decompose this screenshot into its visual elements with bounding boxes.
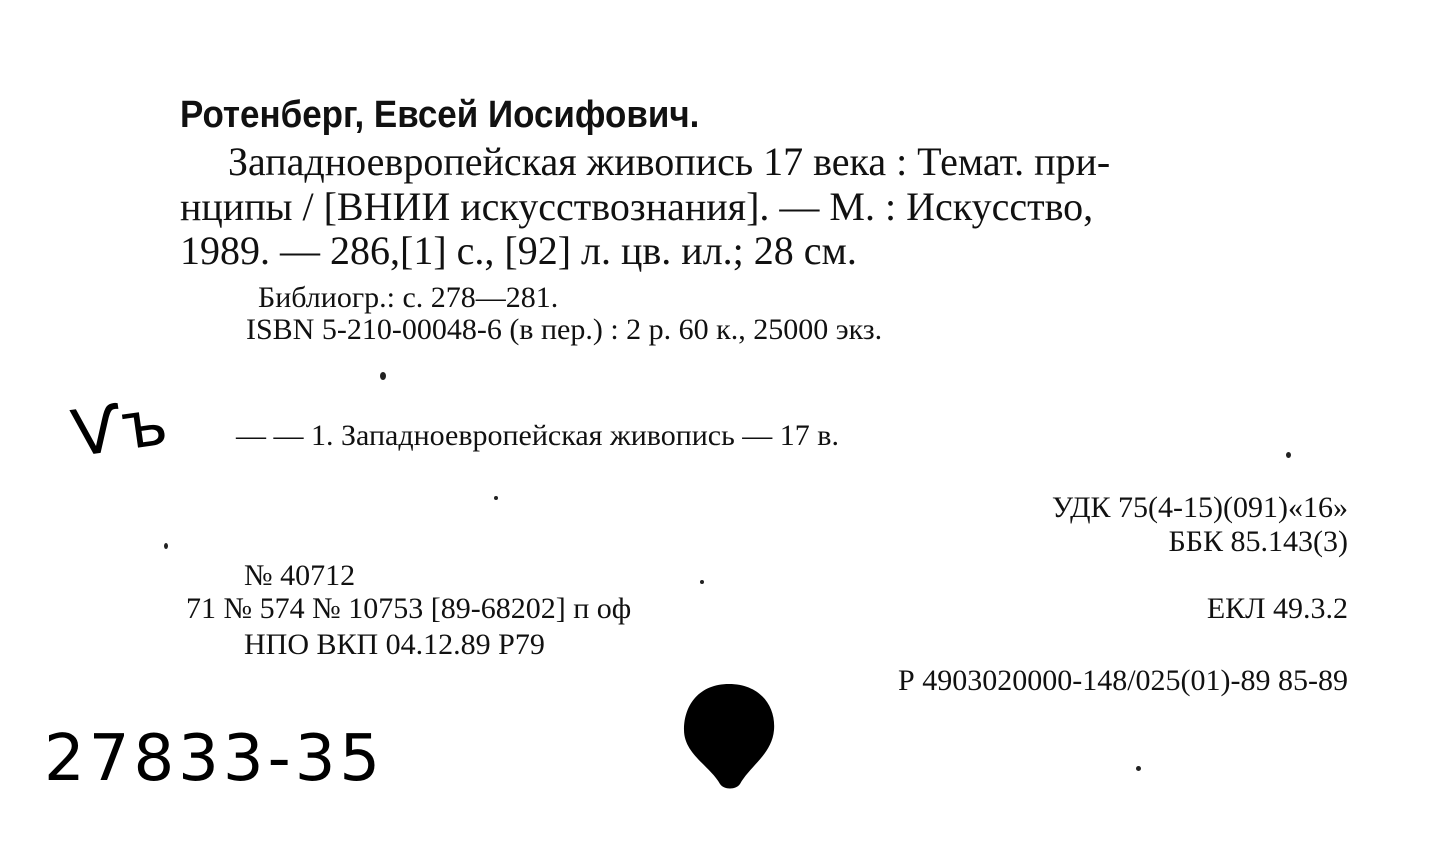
speck <box>164 543 168 549</box>
udk-code: УДК 75(4-15)(091)«16» <box>1051 491 1348 524</box>
price-code: Р 4903020000-148/025(01)-89 85-89 <box>898 664 1348 697</box>
handwritten-number: 27833-35 <box>44 722 385 796</box>
ink-blot <box>680 680 778 790</box>
subject-heading: — — 1. Западноевропейская живопись — 17 в. <box>236 419 839 452</box>
ekl-code: ЕКЛ 49.3.2 <box>1206 592 1348 625</box>
speck <box>380 372 386 380</box>
bbk-code: ББК 85.143(3) <box>1168 525 1348 558</box>
title-line-1: Западноевропейская живопись 17 века : Темат. при- <box>228 139 1111 184</box>
handwritten-mark: Ѵъ <box>67 385 172 473</box>
isbn-line: ISBN 5-210-00048-6 (в пер.) : 2 р. 60 к., 25000 экз. <box>246 313 883 346</box>
speck <box>494 496 498 500</box>
speck <box>1136 766 1141 771</box>
title-line-2: нципы / [ВНИИ искусствознания]. — М. : Искусство, <box>180 184 1094 229</box>
author-heading: Ротенберг, Евсей Иосифович. <box>180 94 700 136</box>
card-number: № 40712 <box>244 559 356 592</box>
order-line: 71 № 574 № 10753 [89-68202] п оф <box>186 592 632 625</box>
npo-line: НПО ВКП 04.12.89 Р79 <box>244 628 545 661</box>
title-line-3: 1989. — 286,[1] с., [92] л. цв. ил.; 28 см. <box>180 228 857 273</box>
speck <box>1286 452 1291 458</box>
bibliography-note: Библиогр.: с. 278—281. <box>258 281 559 314</box>
speck <box>700 580 704 584</box>
